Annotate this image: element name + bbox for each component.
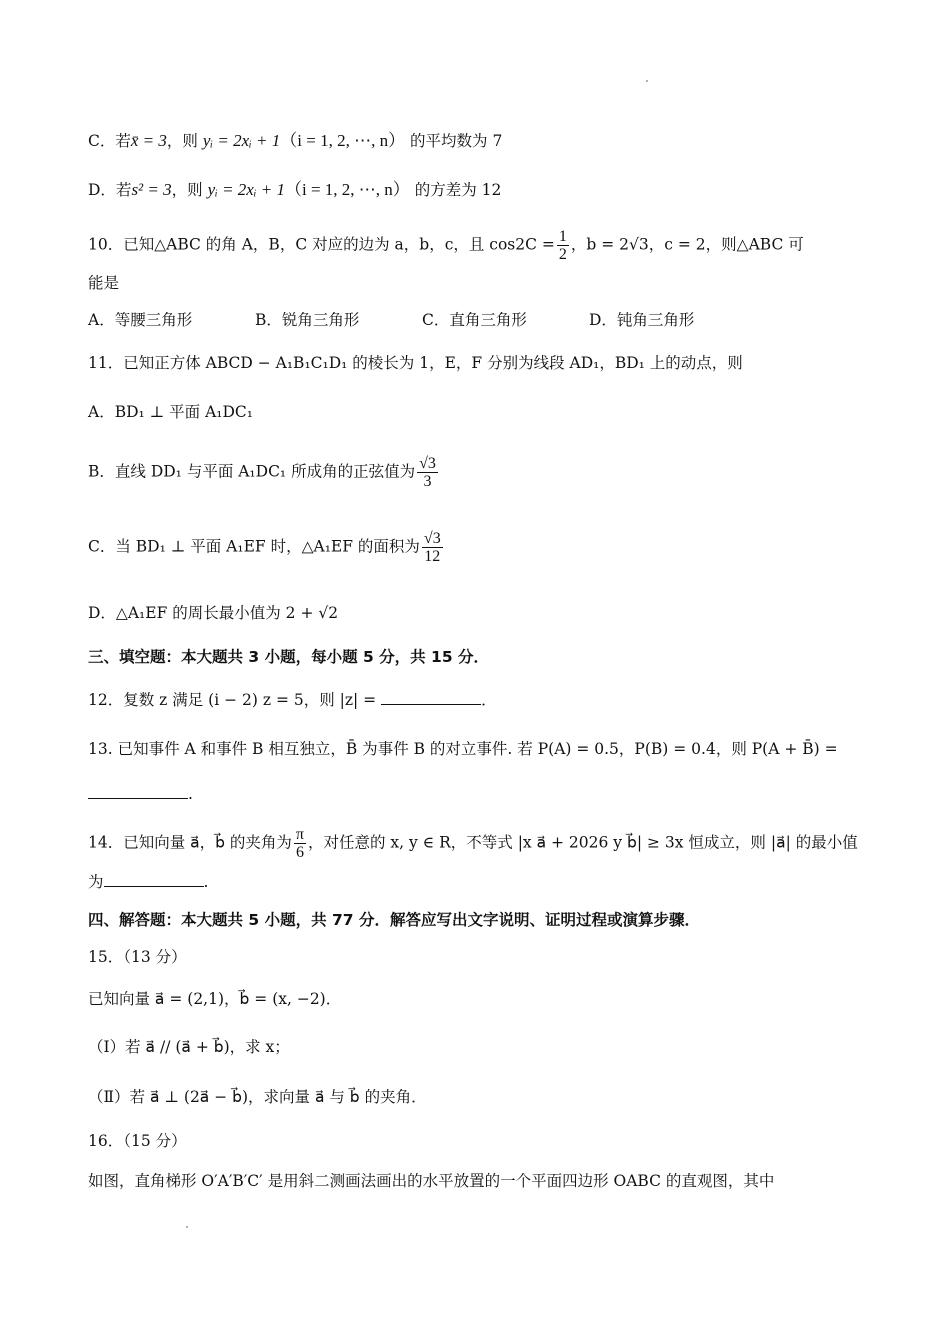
q14-answer-blank [104, 872, 204, 887]
q13-answer-line: . [88, 783, 193, 805]
q9-option-d: D．若s² = 3，则 yᵢ = 2xᵢ + 1（i = 1, 2, ⋯, n） 的方差为 12 [88, 180, 502, 199]
q11-option-b: B．直线 DD₁ 与平面 A₁DC₁ 所成角的正弦值为 $\frac{√3}{3}$ [88, 455, 436, 490]
q14-answer-line: 为 . [88, 873, 209, 891]
scan-dot [186, 1226, 188, 1228]
q10-option-a: A．等腰三角形 [88, 311, 193, 329]
q10-fraction: $\frac{1}{2}$ [558, 228, 567, 263]
q11-option-c: C．当 BD₁ ⊥ 平面 A₁EF 时，△A₁EF 的面积为 $\frac{√3}{12}$ [88, 530, 441, 565]
q13-answer-blank [88, 784, 188, 799]
q16-heading: 16．（15 分） [88, 1132, 187, 1150]
section-4-heading: 四、解答题：本大题共 5 小题，共 77 分．解答应写出文字说明、证明过程或演算步骤． [88, 911, 700, 929]
q10-option-d: D．钝角三角形 [589, 311, 695, 329]
q13: 13. 已知事件 A 和事件 B 相互独立，B̄ 为事件 B 的对立事件. 若 P(A) = 0.5，P(B) = 0.4，则 P(A + B̄) = [88, 740, 838, 758]
q14-fraction: $\frac{\pi}{6}$ [295, 826, 304, 861]
q9-option-c: C．若x̄ = 3，则 yᵢ = 2xᵢ + 1（i = 1, 2, ⋯, n） 的平均数为 7 [88, 131, 503, 150]
q15-part-i: （Ⅰ）若 a⃗ // (a⃗ + b⃗)，求 x； [88, 1038, 290, 1056]
q10-stem-cont: 能是 [88, 274, 120, 292]
q12-answer-blank [381, 690, 481, 705]
q15-given: 已知向量 a⃗ = (2,1)，b⃗ = (x, −2)． [88, 990, 342, 1008]
q10-options [88, 309, 756, 331]
q11-stem: 11．已知正方体 ABCD − A₁B₁C₁D₁ 的棱长为 1，E，F 分别为线段 AD₁，BD₁ 上的动点，则 [88, 354, 743, 372]
q11-b-fraction: $\frac{√3}{3}$ [419, 455, 436, 490]
q14: 14．已知向量 a⃗，b⃗ 的夹角为 $\frac{\pi}{6}$ ，对任意的 x, y ∈ R，不等式 |x a⃗ + 2026 y b⃗| ≥ 3x 恒成立，则 |a⃗| 的最小值 [88, 826, 858, 861]
q11-option-d: D．△A₁EF 的周长最小值为 2 + √2 [88, 604, 339, 622]
q10-stem: 10．已知△ABC 的角 A，B，C 对应的边为 a，b，c，且 cos2C = $\frac{1}{2}$ ，b = 2√3，c = 2，则△ABC 可 [88, 228, 804, 263]
q10-option-b: B．锐角三角形 [255, 311, 360, 329]
q16-stem: 如图，直角梯形 O′A′B′C′ 是用斜二测画法画出的水平放置的一个平面四边形 OABC 的直观图，其中 [88, 1172, 775, 1190]
scan-dot [646, 80, 648, 82]
q15-part-ii: （Ⅱ）若 a⃗ ⊥ (2a⃗ − b⃗)，求向量 a⃗ 与 b⃗ 的夹角． [88, 1088, 427, 1106]
q11-option-a: A．BD₁ ⊥ 平面 A₁DC₁ [88, 403, 253, 421]
q15-heading: 15．（13 分） [88, 948, 187, 966]
section-3-heading: 三、填空题：本大题共 3 小题，每小题 5 分，共 15 分． [88, 648, 490, 666]
q11-c-fraction: $\frac{√3}{12}$ [423, 530, 441, 565]
q10-option-c: C．直角三角形 [422, 311, 527, 329]
q12: 12．复数 z 满足 (i − 2) z = 5，则 |z| = ． [88, 691, 497, 709]
